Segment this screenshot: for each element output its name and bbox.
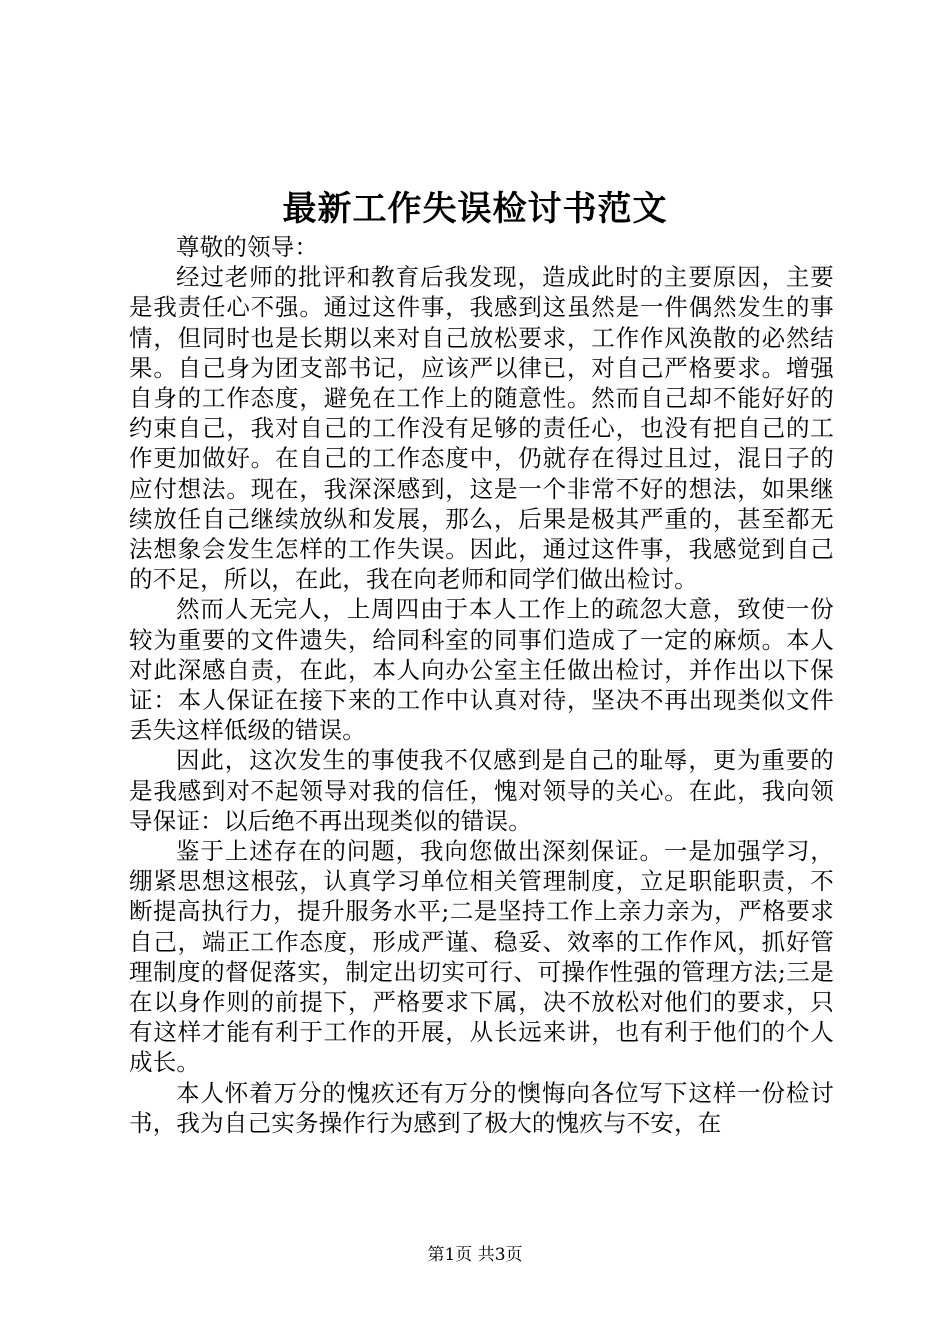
document-body [129, 232, 834, 1138]
paragraph: 因此，这次发生的事使我不仅感到是自己的耻辱，更为重要的是我感到对不起领导对我的信任，愧对领导的关心。在此，我向领导保证：以后绝不再出现类似的错误。 [129, 746, 834, 835]
salutation: 尊敬的领导： [176, 233, 319, 261]
paragraph: 鉴于上述存在的问题，我向您做出深刻保证。一是加强学习，绷紧思想这根弦，认真学习单位相关管理制度，立足职能职责，不断提高执行力，提升服务水平;二是坚持工作上亲力亲为，严格要求自己，端正工作态度，形成严谨、稳妥、效率的工作作风，抓好管理制度的督促落实，制定出切实可行、可操作性强的管理方法;三是在以身作则的前提下，严格要求下属，决不放松对他们的要求，只有这样才能有利于工作的开展，从长远来讲，也有利于他们的个人成长。 [129, 837, 834, 1077]
paragraph: 然而人无完人，上周四由于本人工作上的疏忽大意，致使一份较为重要的文件遗失，给同科室的同事们造成了一定的麻烦。本人对此深感自责，在此，本人向办公室主任做出检讨，并作出以下保证：本人保证在接下来的工作中认真对待，坚决不再出现类似文件丢失这样低级的错误。 [129, 595, 834, 745]
paragraph: 本人怀着万分的愧疚还有万分的懊悔向各位写下这样一份检讨书，我为自己实务操作行为感到了极大的愧疚与不安，在 [129, 1078, 834, 1137]
page-footer: 第1页 共3页 [427, 1245, 523, 1265]
document-title: 最新工作失误检讨书范文 [282, 189, 668, 229]
paragraph: 经过老师的批评和教育后我发现，造成此时的主要原因，主要是我责任心不强。通过这件事，我感到这虽然是一件偶然发生的事情，但同时也是长期以来对自己放松要求，工作作风涣散的必然结果。自己身为团支部书记，应该严以律已，对自己严格要求。增强自身的工作态度，避免在工作上的随意性。然而自己却不能好好的约束自己，我对自己的工作没有足够的责任心，也没有把自己的工作更加做好。在自己的工作态度中，仍就存在得过且过，混日子的应付想法。现在，我深深感到，这是一个非常不好的想法，如果继续放任自己继续放纵和发展，那么，后果是极其严重的，甚至都无法想象会发生怎样的工作失误。因此，通过这件事，我感觉到自己的不足，所以，在此，我在向老师和同学们做出检讨。 [129, 263, 834, 594]
